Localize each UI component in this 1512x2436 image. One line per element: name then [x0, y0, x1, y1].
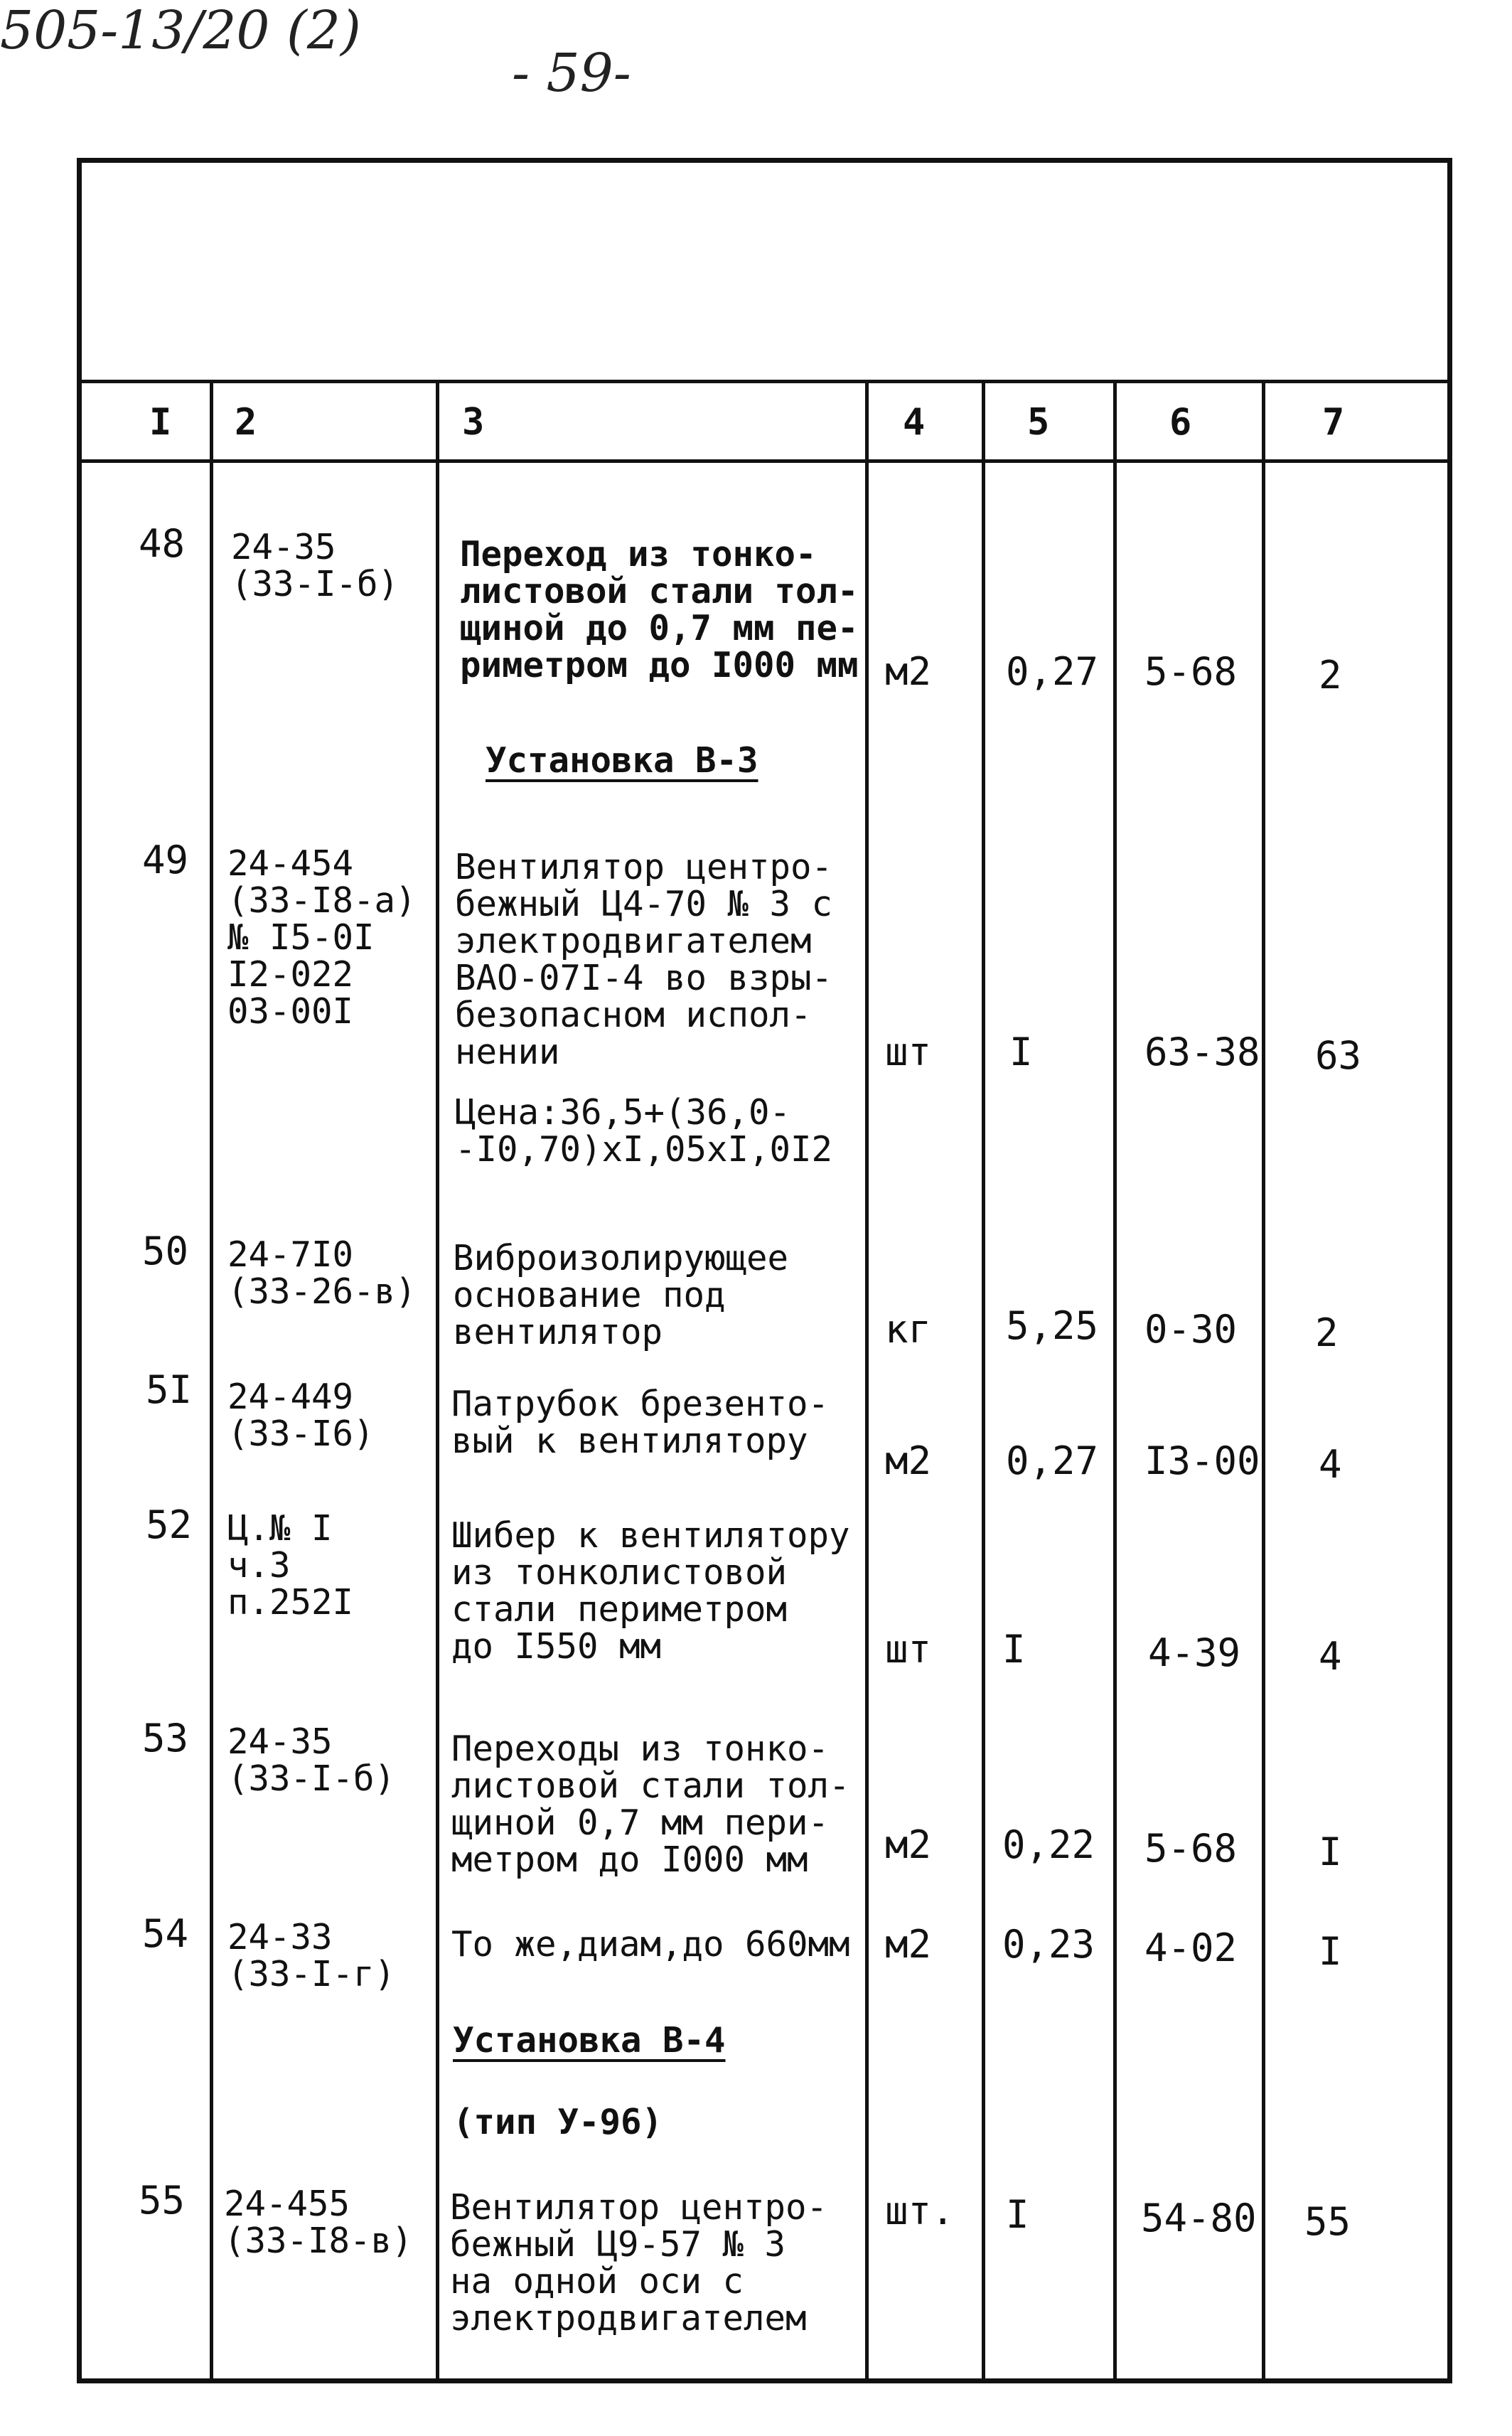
- row-55-price: 54-80: [1141, 2196, 1257, 2240]
- row-50-unit: кг: [885, 1307, 932, 1352]
- row-49-number: 49: [142, 838, 189, 882]
- row-51-description: Патрубок брезенто- вый к вентилятору: [451, 1384, 830, 1461]
- row-48-unit: м2: [885, 649, 932, 694]
- table-frame: [77, 158, 1452, 2383]
- row-48-price: 5-68: [1144, 649, 1238, 694]
- col-header-3: 3: [462, 401, 485, 444]
- row-48-total: 2: [1319, 653, 1342, 698]
- row-54-qty: 0,23: [1002, 1922, 1095, 1967]
- row-52-description: Шибер к вентилятору из тонколистовой стали периметром до I550 мм: [451, 1515, 850, 1667]
- column-number-row: [82, 380, 1447, 463]
- row-54-code: 24-33 (33-I-г): [227, 1917, 396, 1994]
- row-48-number: 48: [139, 521, 186, 566]
- col-divider-4: [982, 380, 985, 2378]
- row-55-unit: шт.: [885, 2189, 955, 2233]
- col-divider-2: [436, 380, 439, 2378]
- section-subtitle-v4: (тип У-96): [453, 2102, 663, 2142]
- col-header-2: 2: [235, 401, 257, 444]
- row-53-code: 24-35 (33-I-б): [227, 1721, 396, 1799]
- row-50-price: 0-30: [1144, 1307, 1238, 1352]
- row-50-description: Виброизолирующее основание под вентилятор: [453, 1238, 789, 1352]
- header-band: [82, 163, 1447, 383]
- row-52-price: 4-39: [1148, 1630, 1241, 1675]
- row-55-number: 55: [139, 2178, 186, 2223]
- row-49-total: 63: [1315, 1033, 1362, 1078]
- row-54-price: 4-02: [1144, 1925, 1238, 1970]
- row-52-number: 52: [146, 1502, 193, 1547]
- row-50-qty: 5,25: [1006, 1303, 1099, 1348]
- row-55-total: 55: [1304, 2199, 1351, 2244]
- row-54-description: То же,диам,до 660мм: [451, 1924, 850, 1965]
- row-50-number: 50: [142, 1229, 189, 1273]
- row-55-description: Вентилятор центро- бежный Ц9-57 № 3 на одной оси с электродвигателем: [450, 2187, 828, 2339]
- row-49-description: Вентилятор центро- бежный Ц4-70 № 3 с электродвигателем ВАО-07I-4 во взры- безопасном испол- нении: [455, 847, 833, 1072]
- row-51-price: I3-00: [1144, 1438, 1260, 1483]
- col-divider-5: [1113, 380, 1117, 2378]
- row-53-total: I: [1319, 1829, 1342, 1874]
- row-52-total: 4: [1319, 1634, 1342, 1679]
- col-divider-6: [1262, 380, 1265, 2378]
- row-51-qty: 0,27: [1006, 1438, 1099, 1483]
- row-49-qty: I: [1009, 1030, 1033, 1074]
- row-52-unit: шт: [885, 1627, 932, 1672]
- row-54-unit: м2: [885, 1922, 932, 1967]
- row-48-description: Переход из тонко- листовой стали тол- щиной до 0,7 мм пе- риметром до I000 мм: [460, 534, 859, 685]
- row-49-code: 24-454 (33-I8-а) № I5-0I I2-022 03-00I: [227, 843, 417, 1032]
- row-50-code: 24-7I0 (33-26-в): [227, 1234, 417, 1312]
- row-49-unit: шт: [885, 1030, 932, 1074]
- row-49-price: 63-38: [1144, 1030, 1260, 1074]
- row-52-qty: I: [1002, 1627, 1026, 1672]
- row-52-code: Ц.№ I ч.3 п.252I: [227, 1508, 354, 1623]
- page-number-handwritten: - 59-: [512, 43, 631, 104]
- row-55-qty: I: [1006, 2192, 1029, 2237]
- row-50-total: 2: [1315, 1310, 1339, 1355]
- col-header-5: 5: [1027, 401, 1050, 444]
- section-title-v4: Установка В-4: [453, 2020, 726, 2061]
- row-48-code: 24-35 (33-I-б): [231, 527, 400, 604]
- row-53-number: 53: [142, 1716, 189, 1761]
- col-header-7: 7: [1322, 401, 1345, 444]
- row-51-number: 5I: [146, 1367, 193, 1412]
- row-53-description: Переходы из тонко- листовой стали тол- щиной 0,7 мм пери- метром до I000 мм: [451, 1729, 850, 1880]
- document-id-handwritten: 505-13/20 (2): [0, 0, 361, 61]
- row-48-qty: 0,27: [1006, 649, 1099, 694]
- col-divider-1: [210, 380, 213, 2378]
- row-54-total: I: [1319, 1929, 1342, 1974]
- row-53-qty: 0,22: [1002, 1822, 1095, 1867]
- row-53-unit: м2: [885, 1822, 932, 1867]
- row-51-total: 4: [1319, 1442, 1342, 1487]
- row-49-price-note: Цена:36,5+(36,0- -I0,70)хI,05хI,0I2: [455, 1092, 833, 1170]
- col-header-1: I: [149, 401, 172, 444]
- row-53-price: 5-68: [1144, 1826, 1238, 1871]
- col-divider-3: [865, 380, 869, 2378]
- col-header-6: 6: [1169, 401, 1192, 444]
- section-title-v3: Установка В-3: [486, 740, 758, 781]
- row-55-code: 24-455 (33-I8-в): [224, 2184, 413, 2261]
- row-54-number: 54: [142, 1911, 189, 1956]
- row-51-unit: м2: [885, 1438, 932, 1483]
- col-header-4: 4: [903, 401, 926, 444]
- row-51-code: 24-449 (33-I6): [227, 1377, 375, 1454]
